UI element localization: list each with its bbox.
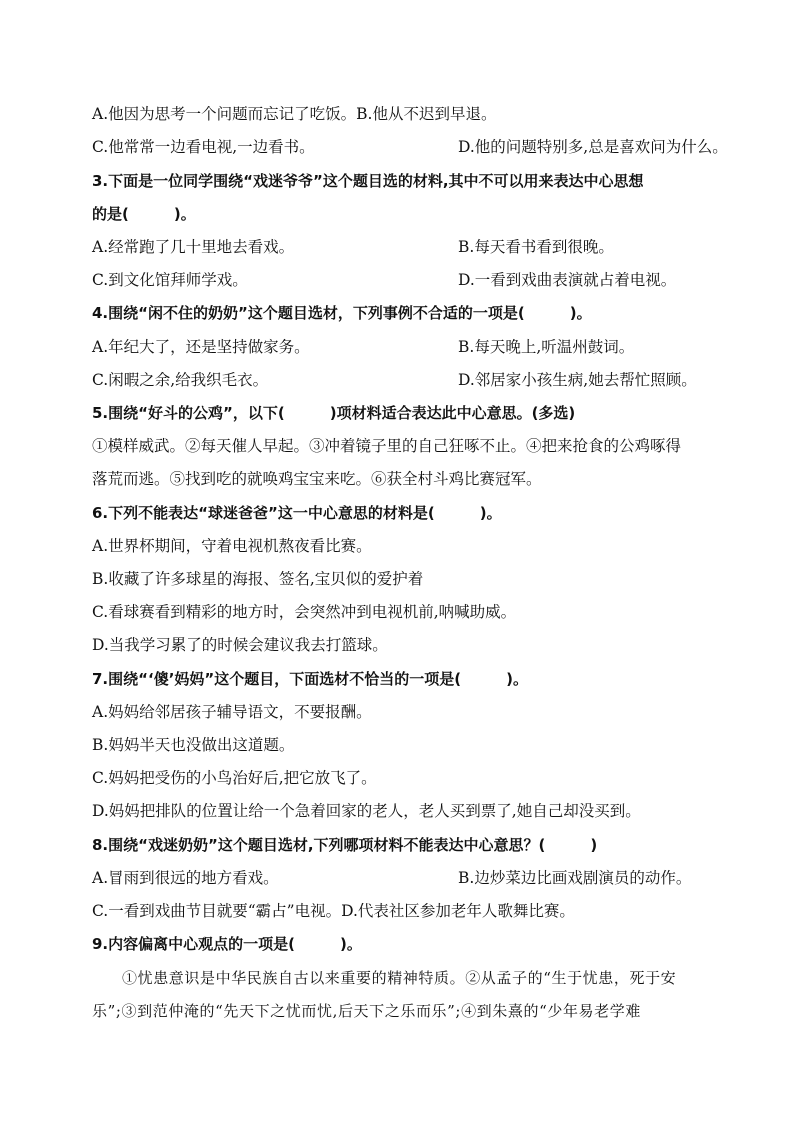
option-d: D.邻居家小孩生病,她去帮忙照顾。 <box>458 371 697 389</box>
q6-option-b: B.收藏了许多球星的海报、签名,宝贝似的爱护着 <box>92 570 424 588</box>
q9-passage-line2: 乐”;③到范仲淹的“先天下之忧而忧,后天下之乐而乐”;④到朱熹的“少年易老学难 <box>92 1002 641 1020</box>
q7-option-b: B.妈妈半天也没做出这道题。 <box>92 736 295 754</box>
question-9-stem: 9.内容偏离中心观点的一项是( )。 <box>92 935 362 953</box>
question-6-stem: 6.下列不能表达“球迷爸爸”这一中心意思的材料是( )。 <box>92 504 502 522</box>
option-a: A.年纪大了，还是坚持做家务。 <box>92 338 310 356</box>
option-d: D.他的问题特别多,总是喜欢问为什么。 <box>458 138 728 156</box>
question-3-stem-cont: 的是( )。 <box>92 205 196 223</box>
question-8-stem: 8.围绕“戏迷奶奶”这个题目选材,下列哪项材料不能表达中心意思？( ) <box>92 836 598 854</box>
option-c: C.闲暇之余,给我织毛衣。 <box>92 371 269 389</box>
q2-options-row1: A.他因为思考一个问题而忘记了吃饭。B.他从不迟到早退。 <box>92 105 497 123</box>
q5-materials-line2: 落荒而逃。⑤找到吃的就唤鸡宝宝来吃。⑥获全村斗鸡比赛冠军。 <box>92 470 542 488</box>
option-a: A.经常跑了几十里地去看戏。 <box>92 238 295 256</box>
q7-option-d: D.妈妈把排队的位置让给一个急着回家的老人，老人买到票了,她自己却没买到。 <box>92 802 641 820</box>
option-b: B.每天晚上,听温州鼓词。 <box>458 338 635 356</box>
q6-option-a: A.世界杯期间，守着电视机熬夜看比赛。 <box>92 537 372 555</box>
q7-option-a: A.妈妈给邻居孩子辅导语文，不要报酬。 <box>92 703 372 721</box>
option-b: B.每天看书看到很晚。 <box>458 238 614 256</box>
q4-options-row1 <box>92 337 635 357</box>
q6-option-c: C.看球赛看到精彩的地方时，会突然冲到电视机前,呐喊助威。 <box>92 603 517 621</box>
q7-option-c: C.妈妈把受伤的小鸟治好后,把它放飞了。 <box>92 769 377 787</box>
q8-options-row2: C.一看到戏曲节目就要“霸占”电视。D.代表社区参加老年人歌舞比赛。 <box>92 902 575 920</box>
q3-options-row2 <box>92 270 677 290</box>
q3-options-row1 <box>92 237 614 257</box>
question-4-stem: 4.围绕“闲不住的奶奶”这个题目选材，下列事例不合适的一项是( )。 <box>92 304 592 322</box>
option-c: C.他常常一边看电视,一边看书。 <box>92 138 315 156</box>
q9-passage-line1: ①忧患意识是中华民族自古以来重要的精神特质。②从孟子的“生于忧患，死于安 <box>122 969 677 987</box>
q6-option-d: D.当我学习累了的时候会建议我去打篮球。 <box>92 636 388 654</box>
option-a: A.冒雨到很远的地方看戏。 <box>92 869 279 887</box>
q5-materials-line1: ①模样威武。②每天催人早起。③冲着镜子里的自己狂啄不止。④把来抢食的公鸡啄得 <box>92 437 682 455</box>
q2-options-row2 <box>92 137 728 157</box>
question-3-stem: 3.下面是一位同学围绕“戏迷爷爷”这个题目选的材料,其中不可以用来表达中心思想 <box>92 172 644 190</box>
question-5-stem: 5.围绕“好斗的公鸡”，以下( )项材料适合表达此中心意思。(多选) <box>92 404 576 422</box>
option-b: B.边炒菜边比画戏剧演员的动作。 <box>458 869 692 887</box>
option-c: C.到文化馆拜师学戏。 <box>92 271 248 289</box>
option-d: D.一看到戏曲表演就占着电视。 <box>458 271 677 289</box>
q8-options-row1 <box>92 868 692 888</box>
q4-options-row2 <box>92 370 697 390</box>
question-7-stem: 7.围绕“‘傻’妈妈”这个题目，下面选材不恰当的一项是( )。 <box>92 670 528 688</box>
